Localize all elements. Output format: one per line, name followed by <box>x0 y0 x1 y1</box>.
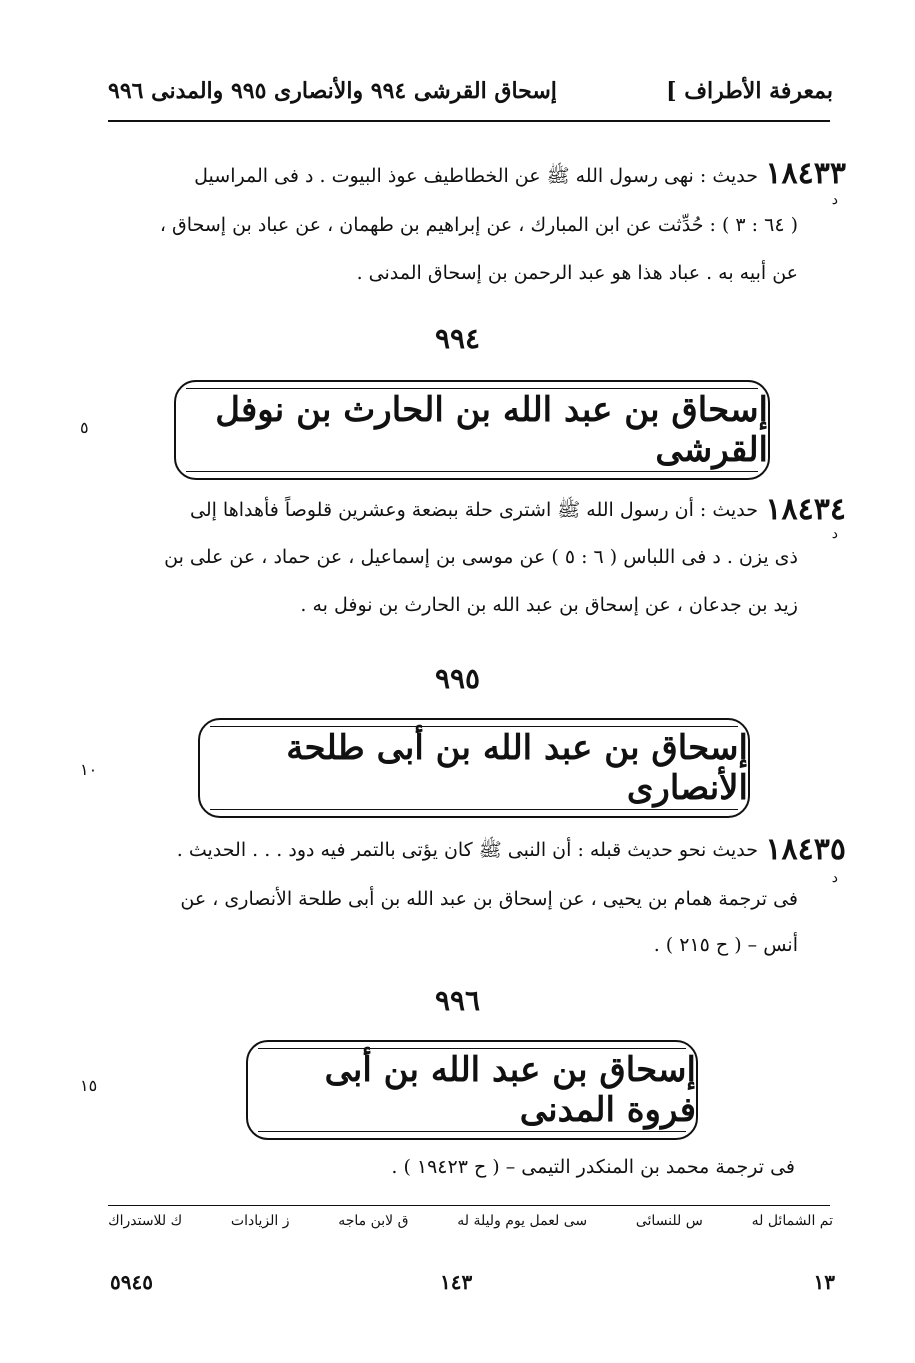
hadith-number: ١٨٤٣٤ <box>765 492 846 527</box>
siglum-item: سى لعمل يوم وليلة له <box>457 1213 588 1229</box>
narrator-name: إسحاق بن عبد الله بن الحارث بن نوفل القرشى <box>215 390 768 470</box>
hadith-text-line: أنس – ( ح ٢١٥ ) . <box>653 934 798 956</box>
section-number: ٩٩٦ <box>434 984 481 1017</box>
hadith-text-line: حديث نحو حديث قبله : أن النبى ﷺ كان يؤتى بالتمر فيه دود . . . الحديث . <box>176 839 758 861</box>
hadith-number: ١٨٤٣٣ <box>765 156 846 191</box>
narrator-name: إسحاق بن عبد الله بن أبى طلحة الأنصارى <box>286 728 748 808</box>
hadith-text-line: حديث : نهى رسول الله ﷺ عن الخطاطيف عوذ البيوت . د فى المراسيل <box>194 165 758 187</box>
siglum-item: تم الشمائل له <box>751 1213 833 1229</box>
narrator-name-box <box>198 718 750 818</box>
line-margin-number: ١٠ <box>80 760 98 779</box>
margin-siglum: د <box>831 526 838 542</box>
hadith-text-line: زيد بن جدعان ، عن إسحاق بن عبد الله بن الحارث بن نوفل به . <box>300 594 798 616</box>
hadith-text-line: فى ترجمة همام بن يحيى ، عن إسحاق بن عبد الله بن أبى طلحة الأنصارى ، عن <box>180 888 798 910</box>
header-rule <box>108 120 830 122</box>
running-head-entries: إسحاق القرشى ٩٩٤ والأنصارى ٩٩٥ والمدنى ٩٩٦ <box>108 78 557 104</box>
line-margin-number: ١٥ <box>80 1076 98 1095</box>
footer-rule <box>108 1205 830 1206</box>
siglum-item: ق لابن ماجه <box>338 1213 409 1229</box>
hadith-text-line: حديث : أن رسول الله ﷺ اشترى حلة ببضعة وعشرين قلوصاً فأهداها إلى <box>189 499 758 521</box>
siglum-item: ك للاستدراك <box>108 1213 183 1229</box>
hadith-entry-18433 <box>108 150 846 300</box>
sigla-legend <box>108 1213 833 1229</box>
footer-serial-number: ٥٩٤٥ <box>110 1270 153 1294</box>
hadith-number: ١٨٤٣٥ <box>765 832 846 867</box>
hadith-text-line: ( ٦٤ : ٣ ) : حُدِّثت عن ابن المبارك ، عن إبراهيم بن طهمان ، عن عباد بن إسحاق ، <box>159 214 798 236</box>
narrator-name-box <box>174 380 770 480</box>
cross-reference: فى ترجمة محمد بن المنكدر التيمى – ( ح ١٩٤٢٣ ) . <box>391 1156 795 1178</box>
section-number: ٩٩٤ <box>434 322 481 355</box>
margin-siglum: د <box>831 870 838 886</box>
narrator-name: إسحاق بن عبد الله بن أبى فروة المدنى <box>324 1050 696 1130</box>
volume-number: ١٣ <box>813 1270 835 1294</box>
running-head <box>108 74 833 114</box>
hadith-entry-18435 <box>108 830 846 970</box>
siglum-item: ز الزيادات <box>230 1213 290 1229</box>
line-margin-number: ٥ <box>80 418 89 437</box>
siglum-item: س للنسائى <box>635 1213 703 1229</box>
hadith-text-line: ذى يزن . د فى اللباس ( ٦ : ٥ ) عن موسى بن إسماعيل ، عن حماد ، عن على بن <box>164 546 798 568</box>
margin-siglum: د <box>831 192 838 208</box>
narrator-name-box <box>246 1040 698 1140</box>
section-number: ٩٩٥ <box>434 662 481 695</box>
hadith-entry-18434 <box>108 490 846 630</box>
page-number: ١٤٣ <box>440 1270 473 1294</box>
running-head-book-title: بمعرفة الأطراف ] <box>666 78 833 104</box>
hadith-text-line: عن أبيه به . عباد هذا هو عبد الرحمن بن إسحاق المدنى . <box>356 262 798 284</box>
